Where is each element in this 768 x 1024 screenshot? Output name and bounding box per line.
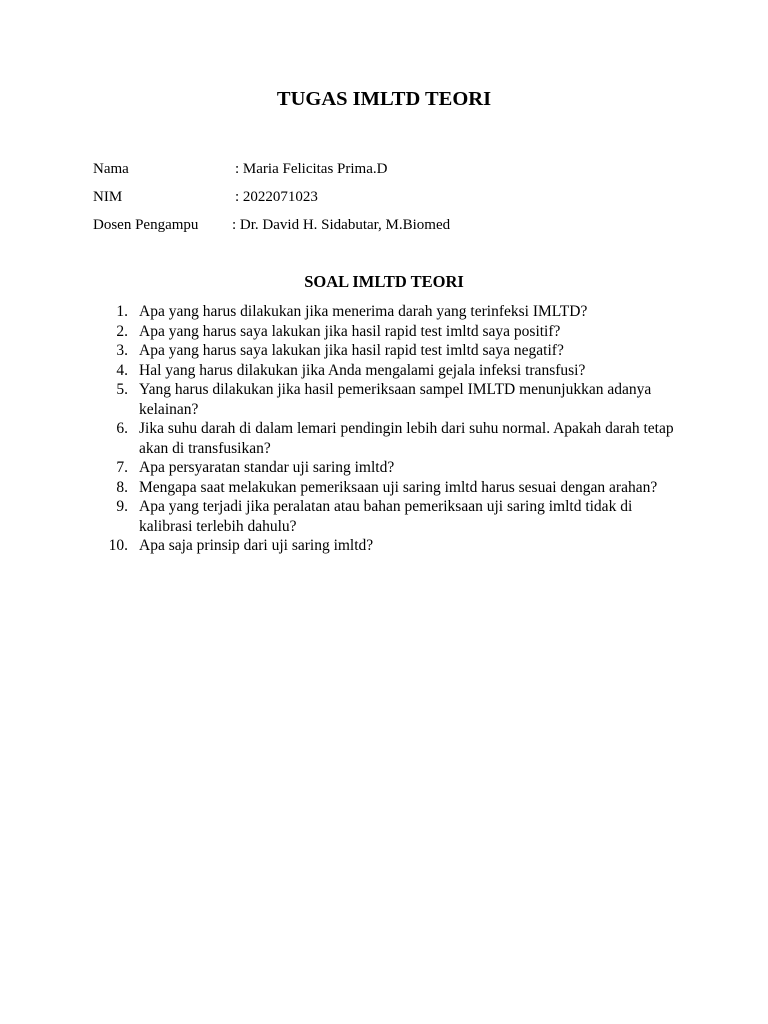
list-item — [0, 497, 768, 536]
list-item-text: Apa yang harus saya lakukan jika hasil rapid test imltd saya negatif? — [139, 342, 564, 359]
list-item-text: Apa yang harus saya lakukan jika hasil rapid test imltd saya positif? — [139, 322, 561, 340]
section-title: SOAL IMLTD TEORI — [304, 272, 464, 291]
list-item-text: Mengapa saat melakukan pemeriksaan uji saring imltd harus sesuai dengan arahan? — [139, 478, 658, 496]
list-item — [0, 458, 768, 478]
list-item — [0, 361, 768, 381]
info-value: : Maria Felicitas Prima.D — [235, 161, 388, 177]
list-item-number: 9. — [116, 498, 128, 515]
list-item-text: Apa yang harus dilakukan jika menerima darah yang terinfeksi IMLTD? — [139, 303, 588, 320]
list-item — [0, 341, 768, 361]
list-item-number: 5. — [116, 381, 128, 398]
list-item-text: Jika suhu darah di dalam lemari pendingin lebih dari suhu normal. Apakah darah tetap akan di transfusikan? — [139, 420, 674, 457]
list-item — [0, 380, 768, 419]
list-item-number: 7. — [116, 459, 128, 476]
question-list — [0, 302, 768, 556]
list-item-number: 8. — [116, 478, 128, 496]
list-item-text: Yang harus dilakukan jika hasil pemeriksaan sampel IMLTD menunjukkan adanya kelainan? — [139, 381, 652, 418]
list-item — [0, 302, 768, 322]
list-item-number: 6. — [116, 420, 128, 437]
info-value: : 2022071023 — [235, 189, 318, 205]
info-row-dosen — [93, 217, 451, 234]
info-label: Nama — [93, 161, 129, 177]
list-item-number: 4. — [116, 361, 128, 379]
info-value: : Dr. David H. Sidabutar, M.Biomed — [232, 217, 451, 233]
info-label: Dosen Pengampu — [93, 217, 199, 233]
list-item-text: Apa persyaratan standar uji saring imltd? — [139, 459, 395, 476]
list-item — [0, 478, 768, 498]
list-item — [0, 536, 768, 556]
document-title: TUGAS IMLTD TEORI — [276, 88, 492, 110]
list-item-text: Hal yang harus dilakukan jika Anda mengalami gejala infeksi transfusi? — [139, 361, 586, 379]
list-item-text: Apa saja prinsip dari uji saring imltd? — [139, 537, 374, 554]
list-item-number: 3. — [116, 342, 128, 359]
list-item — [0, 322, 768, 342]
list-item-number: 1. — [116, 303, 128, 320]
list-item-number: 10. — [108, 537, 128, 554]
info-label: NIM — [93, 189, 123, 205]
list-item-number: 2. — [116, 322, 128, 340]
info-row-nama — [93, 161, 388, 178]
list-item — [0, 419, 768, 458]
list-item-text: Apa yang terjadi jika peralatan atau bahan pemeriksaan uji saring imltd tidak di kalibrasi terlebih dahulu? — [139, 498, 633, 535]
info-row-nim — [93, 189, 318, 206]
